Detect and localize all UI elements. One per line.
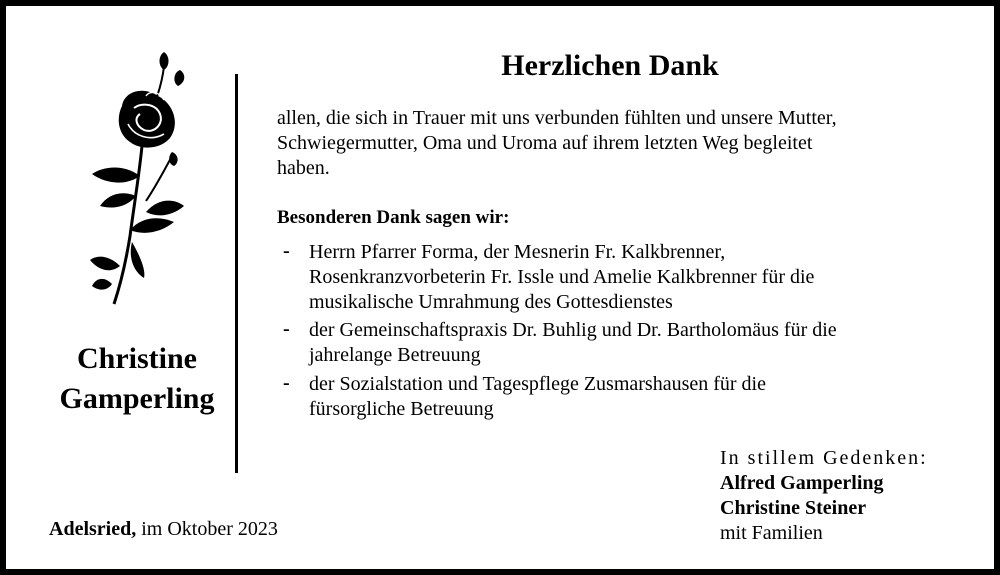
place-date: [49, 517, 278, 542]
intro-line: Schwiegermutter, Oma und Uroma auf ihrem letzten Weg begleitet: [277, 132, 813, 154]
bullet-dash: -: [283, 240, 290, 262]
thanks-item-line: jahrelange Betreuung: [309, 344, 481, 366]
thanks-item-line: fürsorgliche Betreuung: [309, 398, 494, 420]
memory-line: In stillem Gedenken:: [720, 447, 928, 469]
vertical-divider: [235, 74, 238, 473]
family-line: mit Familien: [720, 522, 823, 544]
intro-line: haben.: [277, 157, 330, 179]
rose-icon: [84, 46, 194, 308]
notice-title: Herzlichen Dank: [501, 49, 719, 82]
intro-line: allen, die sich in Trauer mit uns verbunden fühlten und unsere Mutter,: [277, 107, 837, 129]
thanks-item-line: der Gemeinschaftspraxis Dr. Buhlig und Dr. Bartholomäus für die: [309, 319, 837, 341]
thanks-item-line: der Sozialstation und Tagespflege Zusmarshausen für die: [309, 373, 766, 395]
bullet-dash: -: [283, 318, 290, 340]
thanks-item-line: Herrn Pfarrer Forma, der Mesnerin Fr. Kalkbrenner,: [309, 241, 726, 263]
closing-block: [720, 446, 928, 546]
mourner-name: Alfred Gamperling: [720, 472, 884, 494]
deceased-first-name: Christine: [77, 342, 197, 375]
intro-paragraph: [277, 106, 977, 181]
mourner-name: Christine Steiner: [720, 497, 867, 519]
thanks-item-line: musikalische Umrahmung des Gottesdienstes: [309, 291, 673, 313]
deceased-last-name: Gamperling: [59, 382, 215, 415]
thanks-item-line: Rosenkranzvorbeterin Fr. Issle und Amelie Kalkbrenner für die: [309, 266, 815, 288]
date-text: im Oktober 2023: [141, 518, 278, 540]
thanks-heading: Besonderen Dank sagen wir:: [277, 207, 510, 228]
place-name: Adelsried,: [49, 518, 137, 540]
bullet-dash: -: [283, 372, 290, 394]
